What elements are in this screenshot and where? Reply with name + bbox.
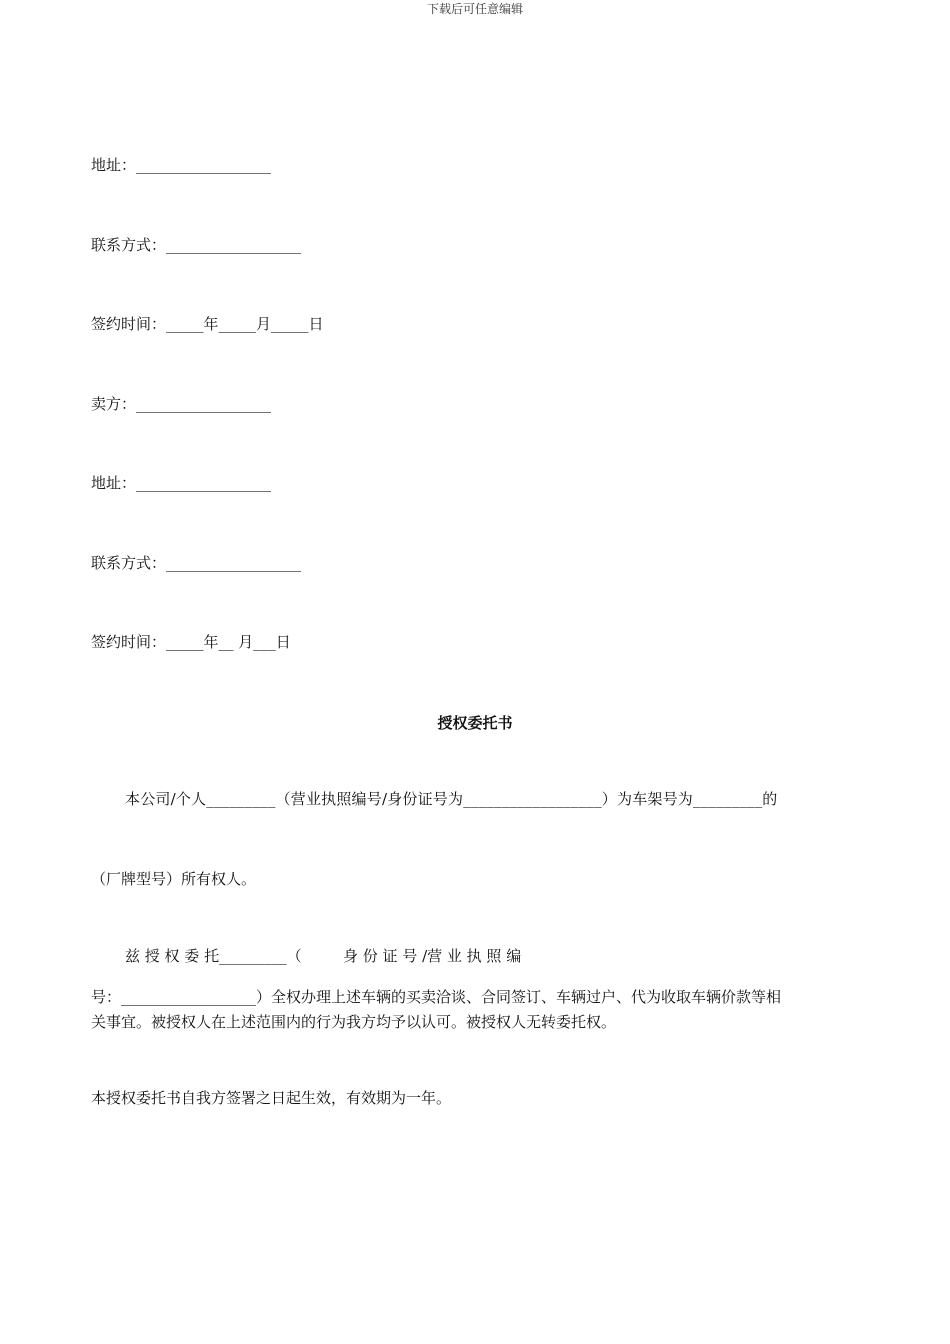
- seller-contact-line: 联系方式：__________________: [91, 554, 302, 572]
- auth-paragraph-1-line-2: （厂牌型号）所有权人。: [91, 870, 257, 888]
- authorization-title: 授权委托书: [437, 714, 513, 732]
- auth-paragraph-3: 本授权委托书自我方签署之日起生效，有效期为一年。: [91, 1089, 452, 1107]
- page-header: 下载后可任意编辑: [426, 2, 523, 16]
- seller-address-line: 地址：__________________: [91, 474, 272, 492]
- auth-paragraph-2-line-1b: 身 份 证 号 /营 业 执 照 编: [343, 947, 522, 965]
- buyer-contact-line: 联系方式：__________________: [91, 236, 302, 254]
- auth-paragraph-1-line-1: 本公司/个人_________（营业执照编号/身份证号为__________________）为车架号为_________的: [125, 790, 778, 808]
- auth-paragraph-2-line-1a: 兹 授 权 委 托_________（: [125, 947, 302, 965]
- auth-paragraph-2-line-2: 号：__________________）全权办理上述车辆的买卖洽谈、合同签订、车辆过户、代为收取车辆价款等相: [91, 988, 782, 1006]
- seller-line: 卖方：__________________: [91, 395, 272, 413]
- buyer-address-line: 地址：__________________: [91, 156, 272, 174]
- seller-sign-time-line: 签约时间：_____年__ 月___日: [91, 633, 291, 651]
- buyer-sign-time-line: 签约时间：_____年_____月_____日: [91, 315, 324, 333]
- auth-paragraph-2-line-3: 关事宜。被授权人在上述范围内的行为我方均予以认可。被授权人无转委托权。: [91, 1013, 617, 1031]
